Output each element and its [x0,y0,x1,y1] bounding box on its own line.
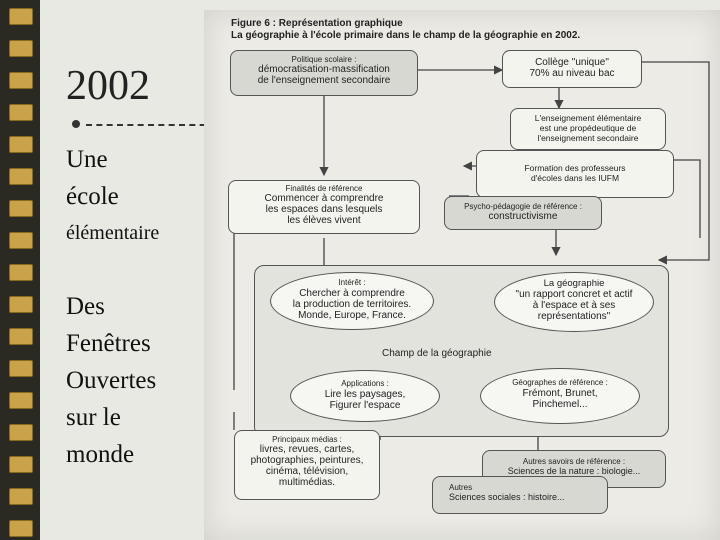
figure-subtitle: La géographie à l'école primaire dans le champ de la géographie en 2002. [231,30,581,41]
film-hole [9,264,33,281]
ellipse-text: Lire les paysages, Figurer l'espace [324,389,406,411]
ellipse-interet [270,272,434,330]
box-enseignement-elementaire [510,108,666,150]
film-hole [9,424,33,441]
film-strip [0,0,40,540]
box-text: Collège "unique" 70% au niveau bac [529,57,615,79]
bullet-text-fenetres [66,288,156,473]
box-finalites-reference [228,180,420,234]
box-label: Finalités de référence [285,184,363,193]
film-hole [9,104,33,121]
ellipse-label: Intérêt : [338,278,366,287]
figure-caption [231,18,403,29]
slide-title: 2002 [66,63,150,109]
box-psycho-pedagogie [444,196,602,230]
film-hole [9,200,33,217]
film-hole [9,488,33,505]
arrow [674,160,700,238]
box-text: Sciences de la nature : biologie... [507,466,641,476]
bullet-line: école [66,183,119,210]
film-hole [9,328,33,345]
film-hole [9,8,33,25]
bullet-line: Ouvertes [66,367,157,394]
bullet-line: monde [66,441,135,468]
champ-geographie-label: Champ de la géographie [382,348,492,359]
film-hole [9,296,33,313]
film-hole [9,360,33,377]
ellipse-label: Applications : [341,379,389,388]
bullet-line: Des [66,293,105,320]
rule-bullet-icon [70,118,82,130]
box-text: Commencer à comprendre les espaces dans lesquels les élèves vivent [264,193,384,226]
film-hole [9,40,33,57]
ellipse-text: Frémont, Brunet, Pinchemel... [522,388,598,410]
bullet-line: Une [66,146,108,173]
box-label: Autres [449,483,473,492]
ellipse-text: "un rapport concret et actif à l'espace et à ses représentations" [515,289,633,322]
ellipse-label: La géographie [543,278,605,289]
bullet-line: sur le [66,404,121,431]
scanned-figure [204,10,720,540]
film-hole [9,392,33,409]
film-hole [9,520,33,537]
title-divider [86,124,216,126]
box-text: constructivisme [488,211,558,222]
ellipse-label: Géographes de référence : [512,378,608,387]
box-label: Politique scolaire : [291,55,357,64]
box-text: Sciences sociales : histoire... [449,492,565,502]
film-hole [9,136,33,153]
box-label: Psycho-pédagogie de référence : [464,202,582,211]
ellipse-geographes [480,368,640,424]
bullet-text-ecole [66,141,159,252]
caption-label: Figure 6 : [231,18,277,29]
box-label: Principaux médias : [272,435,342,444]
caption-title: Représentation graphique [278,18,403,29]
box-college-unique [502,50,642,88]
bullet-line: élémentaire [66,222,160,244]
box-text: démocratisation-massification de l'enseignement secondaire [257,64,391,86]
box-formation-professeurs [476,150,674,198]
film-hole [9,168,33,185]
ellipse-text: Chercher à comprendre la production de territoires. Monde, Europe, France. [292,288,412,321]
film-hole [9,232,33,249]
ellipse-geographie [494,272,654,332]
box-label: Autres savoirs de référence : [522,457,626,466]
bullet-line: Fenêtres [66,330,151,357]
film-hole [9,72,33,89]
film-hole [9,456,33,473]
box-politique-scolaire [230,50,418,96]
box-text: Formation des professeurs d'écoles dans les IUFM [524,163,626,183]
ellipse-applications [290,370,440,422]
box-text: L'enseignement élémentaire est une propédeutique de l'enseignement secondaire [534,113,642,143]
box-autres-savoirs-sociales [432,476,608,514]
box-principaux-medias [234,430,380,500]
box-text: livres, revues, cartes, photographies, peintures, cinéma, télévision, multimédias. [250,444,364,488]
